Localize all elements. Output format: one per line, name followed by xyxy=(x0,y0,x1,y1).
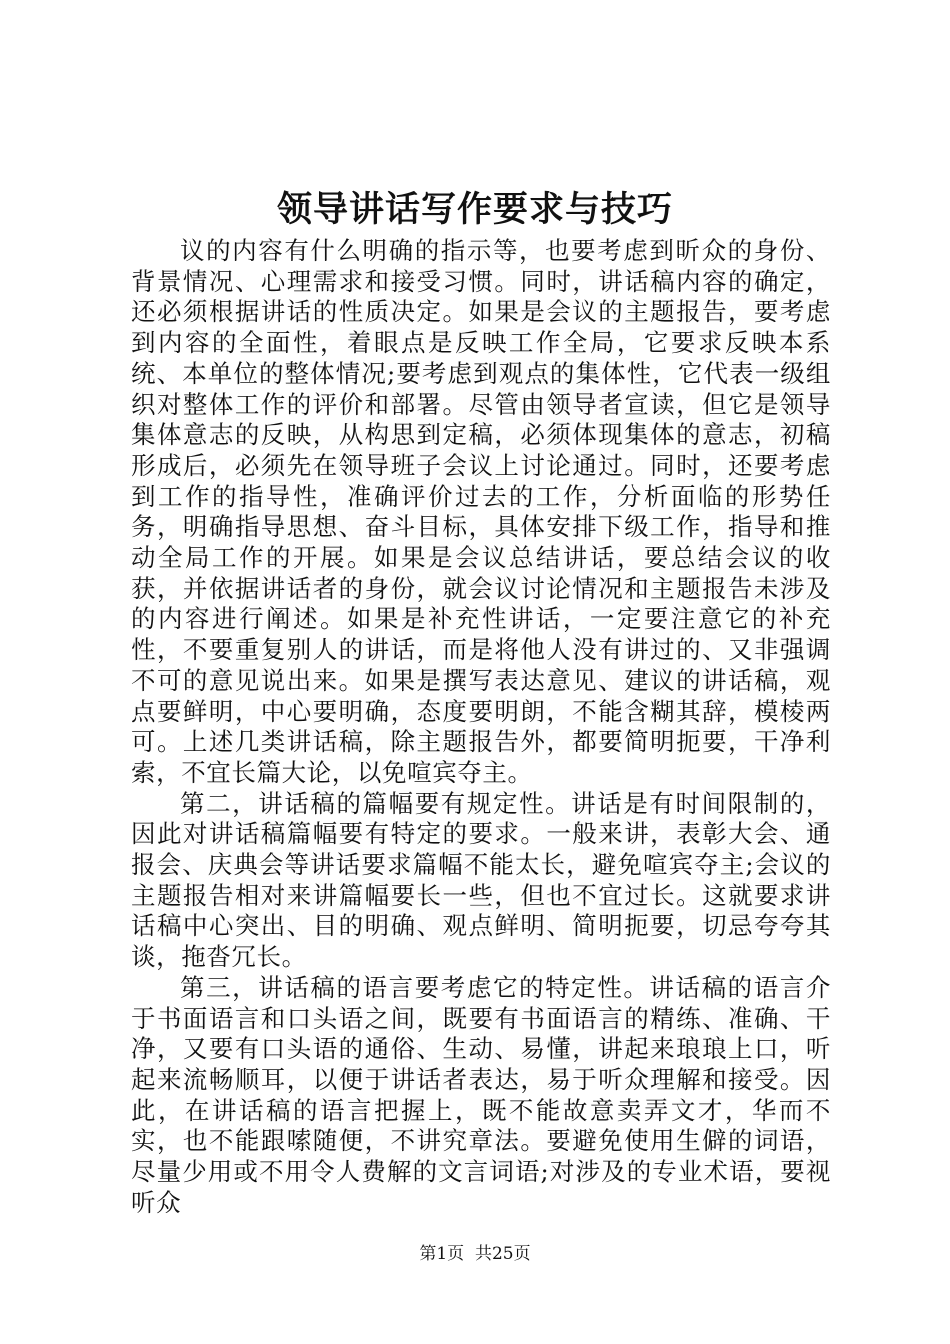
paragraph-3: 第三，讲话稿的语言要考虑它的特定性。讲话稿的语言介于书面语言和口头语之间，既要有书面语言的精练、准确、干净，又要有口头语的通俗、生动、易懂，讲起来琅琅上口，听起来流畅顺耳，以便于讲话者表达，易于听众理解和接受。因此，在讲话稿的语言把握上，既不能故意卖弄文才，华而不实，也不能跟嗦随便，不讲究章法。要避免使用生僻的词语，尽量少用或不用令人费解的文言词语;对涉及的专业术语，要视听众 xyxy=(131,972,831,1217)
paragraph-1: 议的内容有什么明确的指示等，也要考虑到昕众的身份、背景情况、心理需求和接受习惯。同时，讲话稿内容的确定，还必须根据讲话的性质决定。如果是会议的主题报告，要考虑到内容的全面性，着眼点是反映工作全局，它要求反映本系统、本单位的整体情况;要考虑到观点的集体性，它代表一级组织对整体工作的评价和部署。尽管由领导者宣读，但它是领导集体意志的反映，从构思到定稿，必须体现集体的意志，初稿形成后，必须先在领导班子会议上讨论通过。同时，还要考虑到工作的指导性，准确评价过去的工作，分析面临的形势任务，明确指导思想、奋斗目标，具体安排下级工作，指导和推动全局工作的开展。如果是会议总结讲话，要总结会议的收获，并依据讲话者的身份，就会议讨论情况和主题报告未涉及的内容进行阐述。如果是补充性讲话，一定要注意它的补充性，不要重复别人的讲话，而是将他人没有讲过的、又非强调不可的意见说出来。如果是撰写表达意见、建议的讲话稿，观点要鲜明，中心要明确，态度要明朗，不能含糊其辞，模棱两可。上述几类讲话稿，除主题报告外，都要简明扼要，干净利索，不宜长篇大论，以免喧宾夺主。 xyxy=(131,236,831,787)
document-body xyxy=(131,236,831,1219)
paragraph-2: 第二，讲话稿的篇幅要有规定性。讲话是有时间限制的，因此对讲话稿篇幅要有特定的要求。一般来讲，表彰大会、通报会、庆典会等讲话要求篇幅不能太长，避免喧宾夺主;会议的主题报告相对来讲篇幅要长一些，但也不宜过长。这就要求讲话稿中心突出、目的明确、观点鲜明、简明扼要，切忌夸夸其谈，拖沓冗长。 xyxy=(131,788,831,972)
page-number-label: 第1页 共25页 xyxy=(419,1244,531,1264)
page-footer xyxy=(0,1242,950,1266)
document-title: 领导讲话写作要求与技巧 xyxy=(276,189,673,230)
